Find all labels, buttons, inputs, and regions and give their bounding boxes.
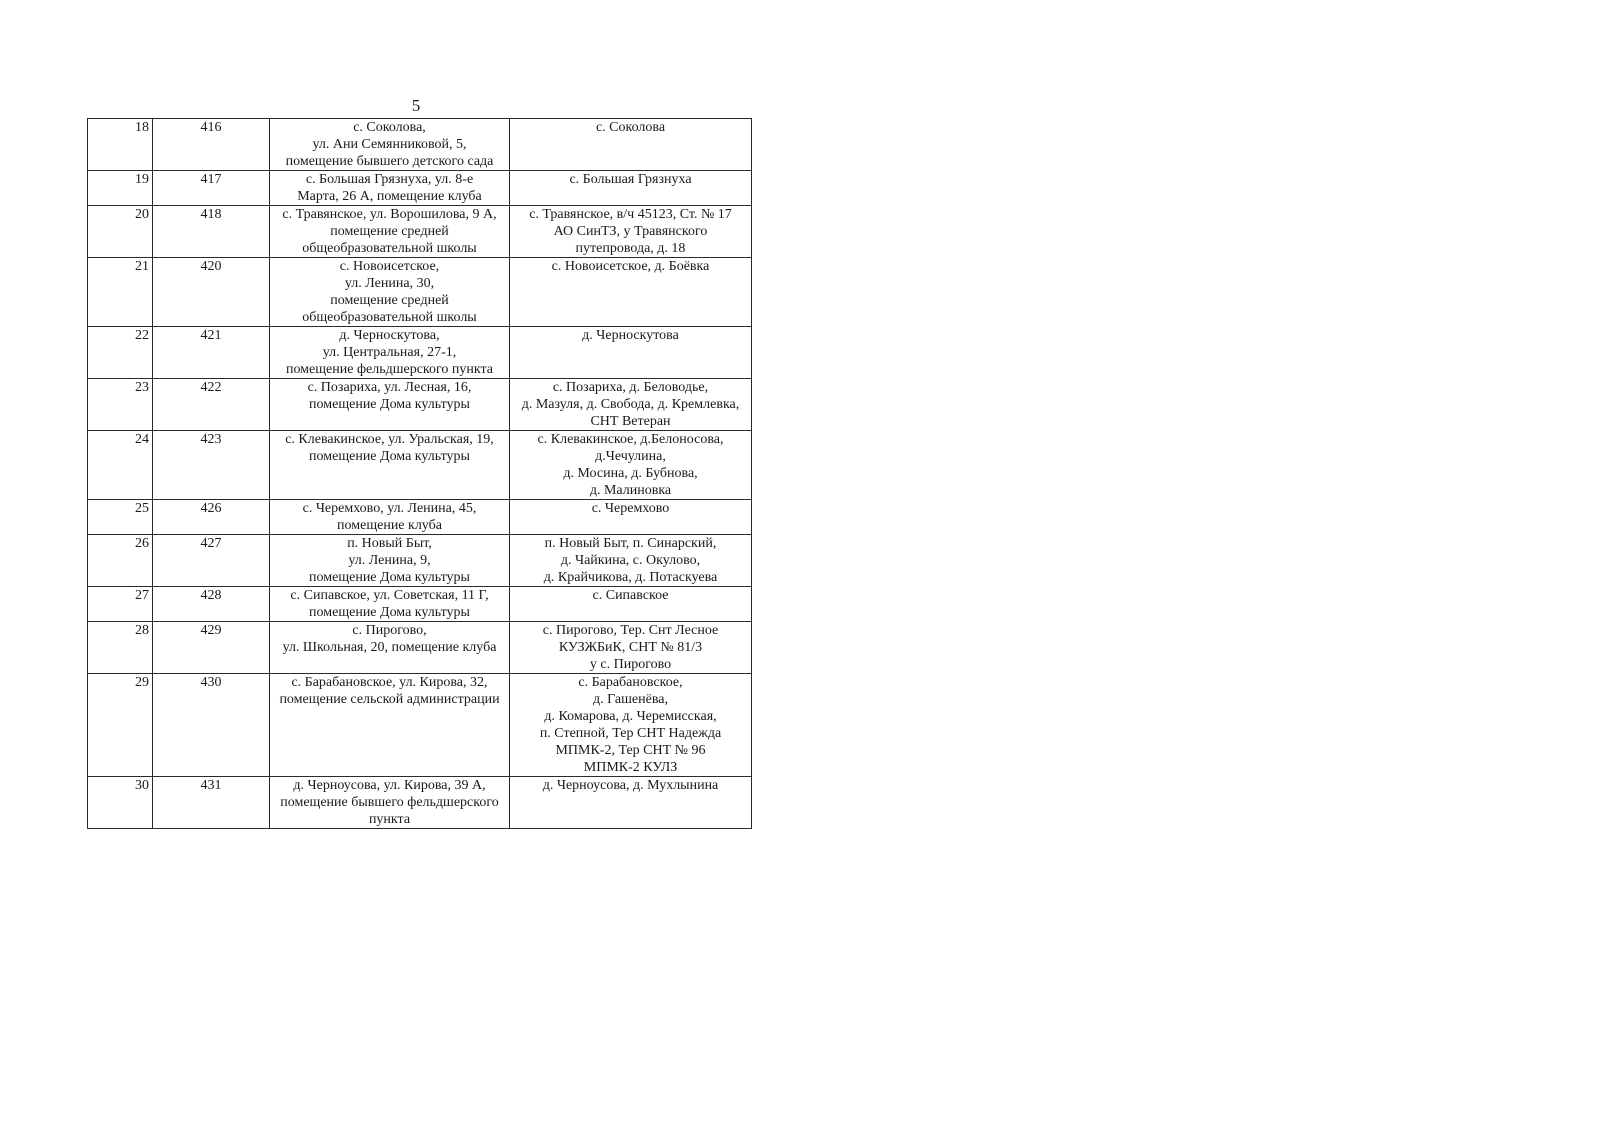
address-cell bbox=[270, 379, 510, 431]
territory-line: д. Малиновка bbox=[589, 483, 672, 498]
precinct-number-cell: 427 bbox=[153, 535, 270, 587]
address-line: с. Черемхово, ул. Ленина, 45, bbox=[302, 501, 477, 516]
address-cell bbox=[270, 431, 510, 500]
address-cell bbox=[270, 535, 510, 587]
row-number-cell: 18 bbox=[88, 119, 153, 171]
address-line: общеобразовательной школы bbox=[302, 310, 477, 325]
address-line: общеобразовательной школы bbox=[302, 241, 477, 256]
address-line: помещение средней bbox=[330, 224, 449, 239]
territory-line: с. Новоисетское, д. Боёвка bbox=[551, 259, 710, 274]
address-line: с. Барабановское, ул. Кирова, 32, bbox=[291, 675, 488, 690]
territory-cell bbox=[510, 587, 752, 622]
precinct-number-cell: 416 bbox=[153, 119, 270, 171]
territory-line: с. Черемхово bbox=[591, 501, 670, 516]
address-line: помещение средней bbox=[330, 293, 449, 308]
precinct-number-cell: 421 bbox=[153, 327, 270, 379]
table-row bbox=[88, 500, 752, 535]
address-line: помещение Дома культуры bbox=[309, 397, 470, 412]
table-row bbox=[88, 327, 752, 379]
address-line: с. Клевакинское, ул. Уральская, 19, bbox=[285, 432, 494, 447]
address-line: п. Новый Быт, bbox=[347, 536, 432, 551]
address-line: ул. Ани Семянниковой, 5, bbox=[312, 137, 467, 152]
page-number: 5 bbox=[411, 96, 421, 115]
address-line: д. Черноскутова, bbox=[339, 328, 440, 343]
address-cell bbox=[270, 500, 510, 535]
territory-line: п. Новый Быт, п. Синарский, bbox=[544, 536, 717, 551]
address-line: с. Позариха, ул. Лесная, 16, bbox=[307, 380, 472, 395]
territory-line: д. Черноскутова bbox=[582, 328, 679, 343]
territory-cell bbox=[510, 119, 752, 171]
territory-line: д.Чечулина, bbox=[595, 449, 666, 464]
territory-line: с. Барабановское, bbox=[578, 675, 683, 690]
territory-line: АО СинТЗ, у Травянского bbox=[553, 224, 708, 239]
territory-line: д. Черноусова, д. Мухлынина bbox=[542, 778, 719, 793]
polling-stations-table bbox=[87, 118, 752, 829]
territory-line: д. Комарова, д. Черемисская, bbox=[544, 709, 717, 724]
address-line: с. Травянское, ул. Ворошилова, 9 А, bbox=[282, 207, 497, 222]
address-line: помещение бывшего детского сада bbox=[285, 154, 494, 169]
territory-line: у с. Пирогово bbox=[589, 657, 672, 672]
address-cell bbox=[270, 171, 510, 206]
precinct-number-cell: 420 bbox=[153, 258, 270, 327]
address-line: Марта, 26 А, помещение клуба bbox=[297, 189, 482, 204]
row-number-cell: 27 bbox=[88, 587, 153, 622]
address-cell bbox=[270, 674, 510, 777]
row-number-cell: 23 bbox=[88, 379, 153, 431]
address-line: ул. Ленина, 9, bbox=[348, 553, 431, 568]
row-number-cell: 22 bbox=[88, 327, 153, 379]
territory-cell bbox=[510, 777, 752, 829]
territory-cell bbox=[510, 535, 752, 587]
address-line: помещение Дома культуры bbox=[309, 605, 470, 620]
table-row bbox=[88, 535, 752, 587]
address-line: ул. Ленина, 30, bbox=[344, 276, 435, 291]
territory-cell bbox=[510, 622, 752, 674]
address-cell bbox=[270, 119, 510, 171]
territory-line: с. Травянское, в/ч 45123, Ст. № 17 bbox=[529, 207, 732, 222]
territory-line: МПМК-2, Тер СНТ № 96 bbox=[555, 743, 706, 758]
address-cell bbox=[270, 327, 510, 379]
territory-line: с. Позариха, д. Беловодье, bbox=[552, 380, 709, 395]
territory-line: с. Клевакинское, д.Белоносова, bbox=[537, 432, 724, 447]
precinct-number-cell: 423 bbox=[153, 431, 270, 500]
address-line: с. Пирогово, bbox=[352, 623, 427, 638]
territory-cell bbox=[510, 258, 752, 327]
address-line: ул. Центральная, 27-1, bbox=[322, 345, 457, 360]
table-row bbox=[88, 674, 752, 777]
territory-cell bbox=[510, 500, 752, 535]
territory-line: КУЗЖБиК, СНТ № 81/3 bbox=[558, 640, 703, 655]
address-cell bbox=[270, 258, 510, 327]
territory-cell bbox=[510, 206, 752, 258]
territory-line: д. Мазуля, д. Свобода, д. Кремлевка, bbox=[521, 397, 740, 412]
table-row bbox=[88, 431, 752, 500]
territory-cell bbox=[510, 431, 752, 500]
table-row bbox=[88, 777, 752, 829]
territory-line: с. Пирогово, Тер. Снт Лесное bbox=[542, 623, 719, 638]
row-number-cell: 29 bbox=[88, 674, 153, 777]
address-line: помещение бывшего фельдшерского bbox=[280, 795, 499, 810]
territory-line: д. Чайкина, с. Окулово, bbox=[560, 553, 701, 568]
territory-line: МПМК-2 КУЛЗ bbox=[583, 760, 678, 775]
address-line: помещение Дома культуры bbox=[309, 449, 470, 464]
precinct-number-cell: 431 bbox=[153, 777, 270, 829]
territory-line: с. Большая Грязнуха bbox=[569, 172, 692, 187]
address-cell bbox=[270, 206, 510, 258]
row-number-cell: 21 bbox=[88, 258, 153, 327]
table-row bbox=[88, 587, 752, 622]
territory-line: с. Соколова bbox=[595, 120, 666, 135]
address-line: помещение фельдшерского пункта bbox=[285, 362, 494, 377]
territory-line: д. Крайчикова, д. Потаскуева bbox=[543, 570, 718, 585]
table-row bbox=[88, 206, 752, 258]
address-cell bbox=[270, 587, 510, 622]
territory-cell bbox=[510, 379, 752, 431]
precinct-number-cell: 430 bbox=[153, 674, 270, 777]
address-line: с. Сипавское, ул. Советская, 11 Г, bbox=[290, 588, 489, 603]
table-row bbox=[88, 622, 752, 674]
territory-line: п. Степной, Тер СНТ Надежда bbox=[539, 726, 722, 741]
table-row bbox=[88, 171, 752, 206]
address-cell bbox=[270, 777, 510, 829]
territory-line: с. Сипавское bbox=[592, 588, 669, 603]
row-number-cell: 20 bbox=[88, 206, 153, 258]
row-number-cell: 28 bbox=[88, 622, 153, 674]
territory-line: д. Мосина, д. Бубнова, bbox=[563, 466, 698, 481]
territory-line: д. Гашенёва, bbox=[593, 692, 668, 707]
territory-cell bbox=[510, 327, 752, 379]
address-line: пункта bbox=[368, 812, 411, 827]
row-number-cell: 24 bbox=[88, 431, 153, 500]
row-number-cell: 26 bbox=[88, 535, 153, 587]
territory-cell bbox=[510, 674, 752, 777]
table-row bbox=[88, 258, 752, 327]
precinct-number-cell: 422 bbox=[153, 379, 270, 431]
row-number-cell: 25 bbox=[88, 500, 153, 535]
address-line: помещение Дома культуры bbox=[309, 570, 470, 585]
address-line: помещение сельской администрации bbox=[279, 692, 500, 707]
table-body bbox=[88, 119, 752, 829]
precinct-number-cell: 428 bbox=[153, 587, 270, 622]
table-row bbox=[88, 379, 752, 431]
precinct-number-cell: 417 bbox=[153, 171, 270, 206]
precinct-number-cell: 429 bbox=[153, 622, 270, 674]
address-line: с. Большая Грязнуха, ул. 8-е bbox=[305, 172, 474, 187]
precinct-number-cell: 418 bbox=[153, 206, 270, 258]
row-number-cell: 30 bbox=[88, 777, 153, 829]
territory-cell bbox=[510, 171, 752, 206]
address-line: ул. Школьная, 20, помещение клуба bbox=[282, 640, 497, 655]
address-line: помещение клуба bbox=[337, 518, 442, 533]
address-line: с. Соколова, bbox=[353, 120, 426, 135]
address-cell bbox=[270, 622, 510, 674]
territory-line: СНТ Ветеран bbox=[590, 414, 671, 429]
address-line: с. Новоисетское, bbox=[339, 259, 440, 274]
precinct-number-cell: 426 bbox=[153, 500, 270, 535]
territory-line: путепровода, д. 18 bbox=[575, 241, 686, 256]
address-line: д. Черноусова, ул. Кирова, 39 А, bbox=[293, 778, 486, 793]
table-row bbox=[88, 119, 752, 171]
row-number-cell: 19 bbox=[88, 171, 153, 206]
